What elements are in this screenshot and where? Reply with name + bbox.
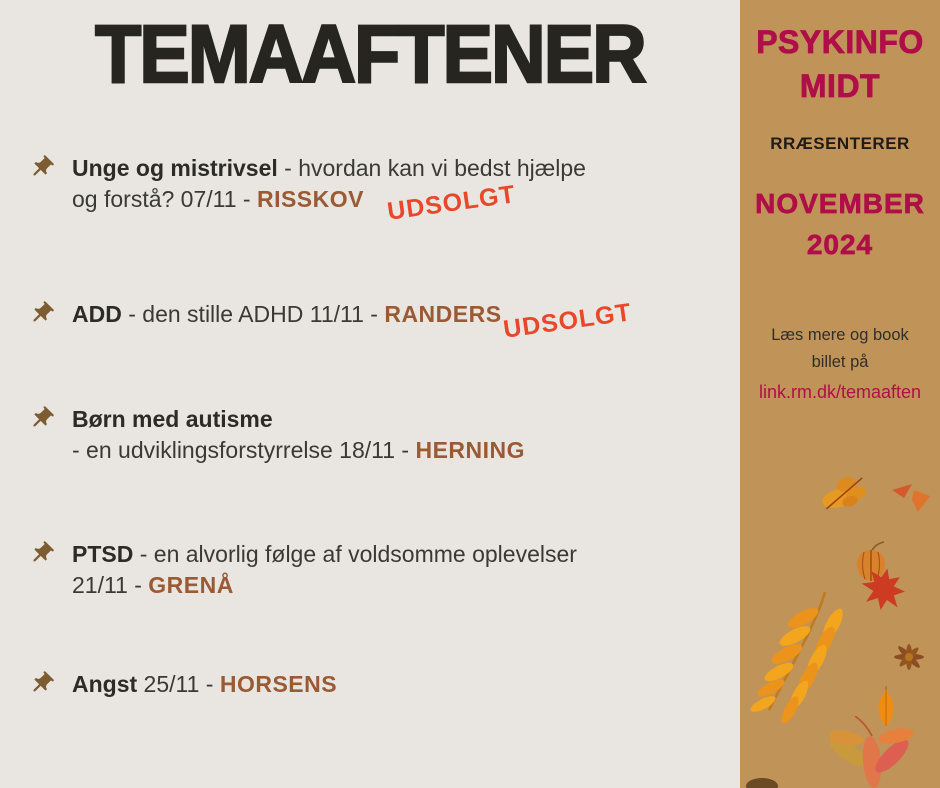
pushpin-icon xyxy=(28,405,55,437)
brand-line1: PSYKINFO xyxy=(756,24,924,60)
month-line2: 2024 xyxy=(806,229,874,260)
event-item-unge-og-mistrivsel xyxy=(28,153,728,226)
soldout-badge: UDSOLGT xyxy=(501,298,634,344)
brand-line2: MIDT xyxy=(799,68,881,104)
event-text xyxy=(72,404,728,466)
brand-name xyxy=(740,20,940,108)
page-title: TEMAAFTENER xyxy=(95,9,645,100)
pushpin-icon xyxy=(28,540,55,572)
soldout-badge: UDSOLGT xyxy=(385,180,518,226)
event-description: - en udviklingsforstyrrelse 18/11 - xyxy=(72,437,416,463)
event-description: - hvordan kan vi bedst hjælpe xyxy=(277,155,586,181)
event-title: Unge og mistrivsel xyxy=(72,155,278,181)
pushpin-icon xyxy=(28,300,55,332)
event-location: HERNING xyxy=(415,437,526,463)
event-title: Børn med autisme xyxy=(72,406,273,432)
event-location: RISSKOV xyxy=(256,186,364,212)
red-leaf-fragment-image xyxy=(890,482,932,516)
event-text xyxy=(72,539,728,601)
event-title: PTSD xyxy=(72,541,134,567)
event-date: 21/11 - xyxy=(72,572,149,598)
event-location: HORSENS xyxy=(219,671,338,697)
oak-leaf-image xyxy=(818,470,874,518)
event-description: - den stille ADHD 11/11 - xyxy=(121,301,385,327)
event-text xyxy=(72,669,728,700)
month-label xyxy=(740,183,940,265)
event-date: 25/11 - xyxy=(137,671,220,697)
maple-leaf-image xyxy=(858,566,908,612)
creeper-leaf-image xyxy=(830,716,914,788)
rowan-leaf-image xyxy=(745,588,857,728)
event-date: og forstå? 07/11 - xyxy=(72,186,257,212)
event-location: RANDERS xyxy=(384,301,502,327)
pushpin-icon xyxy=(28,670,55,702)
sidebar-panel xyxy=(740,0,940,788)
leaf-edge-fragment-image xyxy=(744,776,780,788)
booking-link: link.rm.dk/temaaften xyxy=(758,382,922,402)
pushpin-icon xyxy=(28,154,55,186)
presents-label: RRÆSENTERER xyxy=(770,134,910,153)
booking-info-line1: Læs mere og book xyxy=(771,326,909,344)
month-line1: NOVEMBER xyxy=(755,188,925,219)
event-item-boern-med-autisme xyxy=(28,404,728,466)
event-location: GRENÅ xyxy=(148,572,234,598)
event-item-add xyxy=(28,298,728,344)
booking-info-line2: billet på xyxy=(811,353,869,371)
event-title: ADD xyxy=(72,301,122,327)
booking-info xyxy=(740,322,940,406)
event-item-angst xyxy=(28,669,728,700)
star-anise-image xyxy=(892,642,926,672)
event-description: - en alvorlig følge af voldsomme oplevelser xyxy=(133,541,577,567)
event-title: Angst xyxy=(72,671,138,697)
event-item-ptsd xyxy=(28,539,728,601)
